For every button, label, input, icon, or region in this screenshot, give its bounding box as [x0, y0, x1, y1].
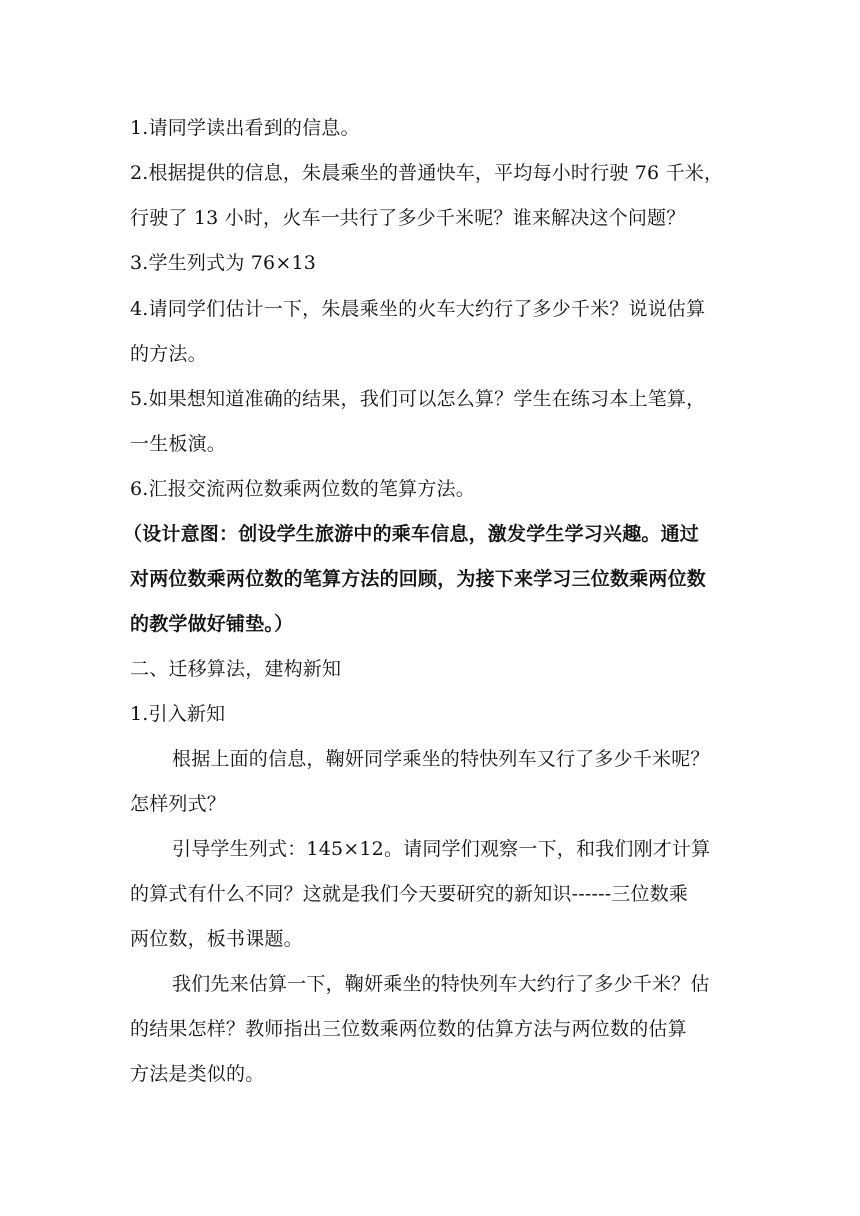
line-3: 行驶了 13 小时，火车一共行了多少千米呢？谁来解决这个问题？ [130, 207, 686, 229]
line-4: 3.学生列式为 76×13 [130, 252, 317, 274]
line-6: 的方法。 [130, 343, 207, 365]
line-9: 6.汇报交流两位数乘两位数的笔算方法。 [130, 478, 475, 500]
section-heading: 二、迁移算法，建构新知 [130, 658, 342, 680]
line-5: 4.请同学们估计一下，朱晨乘坐的火车大约行了多少千米？说说估算 [130, 298, 706, 320]
paragraph-2-line-3: 两位数，板书课题。 [130, 928, 303, 950]
line-8: 一生板演。 [130, 433, 227, 455]
design-intent-line-3: 的教学做好铺垫。） [130, 613, 294, 635]
line-1: 1.请同学读出看到的信息。 [130, 117, 360, 139]
paragraph-3-line-2: 的结果怎样？教师指出三位数乘两位数的估算方法与两位数的估算 [130, 1018, 687, 1040]
design-intent-line-2: 对两位数乘两位数的笔算方法的回顾，为接下来学习三位数乘两位数 [130, 568, 707, 590]
paragraph-3-line-3: 方法是类似的。 [130, 1063, 265, 1085]
line-2: 2.根据提供的信息，朱晨乘坐的普通快车，平均每小时行驶 76 千米， [130, 162, 724, 184]
paragraph-1-line-1: 根据上面的信息，鞠妍同学乘坐的特快列车又行了多少千米呢？ [172, 748, 710, 770]
line-7: 5.如果想知道准确的结果，我们可以怎么算？学生在练习本上笔算， [130, 388, 706, 410]
paragraph-2-line-2: 的算式有什么不同？这就是我们今天要研究的新知识------三位数乘 [130, 883, 689, 905]
subsection-heading: 1.引入新知 [130, 703, 226, 725]
design-intent-line-1: （设计意图：创设学生旅游中的乘车信息，激发学生学习兴趣。通过 [123, 523, 700, 545]
paragraph-3-line-1: 我们先来估算一下，鞠妍乘坐的特快列车大约行了多少千米？估 [172, 973, 710, 995]
paragraph-2-line-1: 引导学生列式：145×12。请同学们观察一下，和我们刚才计算 [172, 838, 711, 860]
paragraph-1-line-2: 怎样列式？ [130, 793, 227, 815]
